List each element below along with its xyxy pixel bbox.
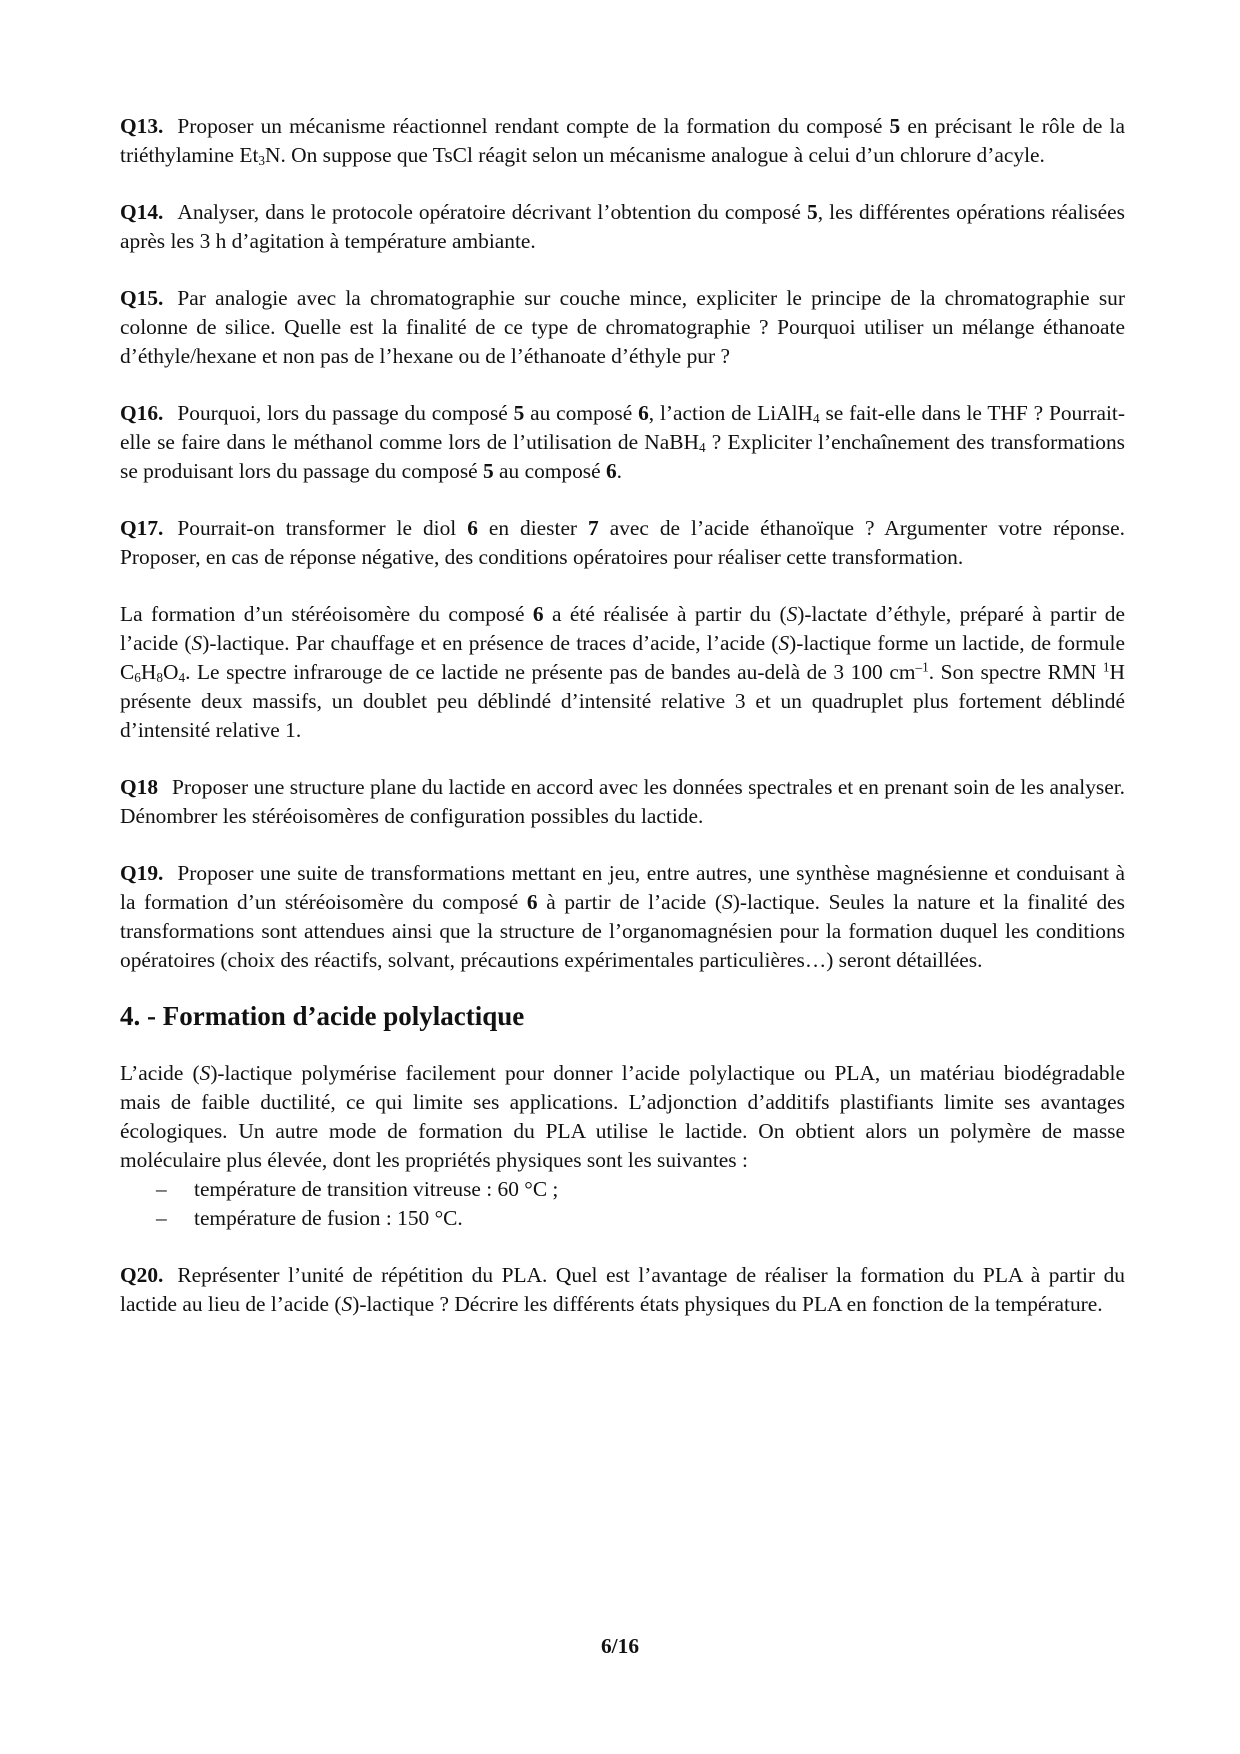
section4-intro [120,1059,1125,1233]
question-text: en diester [477,516,589,540]
list-item [120,1204,1125,1233]
question-label: Q20. [120,1263,164,1287]
question-q15 [120,284,1125,371]
question-label: Q15. [120,286,164,310]
stereo-descriptor: S [199,1061,211,1085]
question-text: Proposer une suite de transformations mettant en jeu, entre autres, une synthèse magnésienne et conduisant à la formation d’un stéréoisomère du composé [120,861,1125,914]
paragraph-text: La formation d’un stéréoisomère du composé [120,602,533,626]
stereo-descriptor: S [786,602,798,626]
question-text: Représenter l’unité de répétition du PLA. Quel est l’avantage de réaliser la formation du PLA à partir du lactide au lieu de l’acide ( [120,1263,1125,1316]
lactide-paragraph [120,600,1125,745]
section-title: 4. - Formation d’acide polylactique [120,1001,525,1031]
subscript: 3 [258,152,266,168]
stereo-descriptor: S [722,890,733,914]
compound-number: 7 [588,516,599,540]
question-label: Q16. [120,401,164,425]
question-text: à partir de l’acide ( [537,890,722,914]
question-text: en précisant le rôle de la triéthylamine Et [120,114,1125,167]
superscript: 1 [1102,659,1110,675]
question-text: . [616,459,623,483]
paragraph-text: )-lactique polymérise facilement pour donner l’acide polylactique ou PLA, un matériau biodégradable mais de faible ductilité, ce qui limite ses applications. L’adjonction d’additifs plastifiants limite ses avantages écologiques. Un autre mode de formation du PLA utilise le lactide. On obtient alors un polymère de masse moléculaire plus élevée, dont les propriétés physiques sont les suivantes : [120,1061,1125,1172]
compound-number: 5 [482,459,494,483]
question-text: Pourquoi, lors du passage du composé [177,401,514,425]
question-q18 [120,773,1125,831]
question-q14 [120,198,1125,256]
question-text: ? Expliciter l’enchaînement des transformations se produisant lors du passage du composé [120,430,1126,483]
question-text: se fait-elle dans le THF ? Pourrait-elle se faire dans le méthanol comme lors de l’utilisation de NaBH [120,401,1125,454]
paragraph-text: H [140,660,157,684]
question-text: Par analogie avec la chromatographie sur couche mince, expliciter le principe de la chromatographie sur colonne de silice. Quelle est la finalité de ce type de chromatographie ? Pourquoi utiliser un mélange éthanoate d’éthyle/hexane et non pas de l’hexane ou de l’éthanoate d’éthyle pur ? [120,286,1125,368]
paragraph-text: H présente deux massifs, un doublet peu déblindé d’intensité relative 3 et un quadruplet plus fortement déblindé d’intensité relative 1. [120,660,1125,742]
stereo-descriptor: S [778,631,790,655]
paragraph-text: )-lactique. Par chauffage et en présence de traces d’acide, l’acide ( [202,631,779,655]
stereo-descriptor: S [341,1292,353,1316]
question-text: avec de l’acide éthanoïque ? Argumenter votre réponse. Proposer, en cas de réponse négative, des conditions opératoires pour réaliser cette transformation. [120,516,1126,569]
list-item-text: température de fusion : 150 °C. [194,1206,463,1230]
question-text: au composé [493,459,606,483]
subscript: 4 [178,669,186,685]
subscript: 4 [813,410,820,426]
stereo-descriptor: S [191,631,203,655]
question-q17 [120,514,1125,572]
dash-bullet: – [156,1206,167,1230]
question-text: au composé [524,401,639,425]
question-text: )-lactique ? Décrire les différents états physiques du PLA en fonction de la température. [352,1292,1103,1316]
subscript: 4 [698,439,706,455]
compound-number: 5 [806,200,818,224]
question-text: Analyser, dans le protocole opératoire décrivant l’obtention du composé [177,200,807,224]
question-label: Q17. [120,516,164,540]
question-q16 [120,399,1125,486]
paragraph-text: . Le spectre infrarouge de ce lactide ne présente pas de bandes au-delà de 3 100 cm [185,660,916,684]
question-text: , l’action de LiAlH [648,401,813,425]
question-label: Q18 [120,775,159,799]
list-item-text: température de transition vitreuse : 60 °C ; [194,1177,559,1201]
question-label: Q19. [120,861,164,885]
compound-number: 6 [467,516,478,540]
paragraph-text: . Son spectre RMN [928,660,1103,684]
page-number: 6/16 [600,1634,640,1658]
intro-paragraph [120,1059,1125,1175]
superscript: –1 [915,659,929,675]
list-item [120,1175,1125,1204]
question-label: Q14. [120,200,164,224]
compound-number: 6 [532,602,544,626]
question-q19 [120,859,1125,975]
question-text: )-lactique. Seules la nature et la finalité des transformations sont attendues ainsi que la structure de l’organomagnésien pour la formation duquel les conditions opératoires (choix des réactifs, solvant, précautions expérimentales particulières…) seront détaillées. [120,890,1125,972]
question-text: Pourrait-on transformer le diol [177,516,468,540]
question-label: Q13. [120,114,164,138]
paragraph-text: )-lactate d’éthyle, préparé à partir de l’acide ( [120,602,1125,655]
page-content [120,112,1125,1347]
compound-number: 5 [889,114,901,138]
paragraph-text: a été réalisée à partir du ( [543,602,787,626]
question-q13 [120,112,1125,170]
subscript: 8 [156,669,163,685]
properties-list [120,1175,1125,1233]
question-text: Proposer un mécanisme réactionnel rendant compte de la formation du composé [177,114,890,138]
subscript: 6 [134,669,141,685]
compound-number: 5 [513,401,525,425]
compound-number: 6 [526,890,538,914]
compound-number: 6 [605,459,617,483]
question-q20 [120,1261,1125,1319]
dash-bullet: – [156,1177,167,1201]
question-text: , les différentes opérations réalisées après les 3 h d’agitation à température ambiante. [120,200,1125,253]
paragraph-text: L’acide ( [120,1061,200,1085]
compound-number: 6 [638,401,649,425]
question-text: N. On suppose que TsCl réagit selon un mécanisme analogue à celui d’un chlorure d’acyle. [265,143,1045,167]
paragraph-text: O [162,660,179,684]
question-text: Proposer une structure plane du lactide en accord avec les données spectrales et en prenant soin de les analyser. Dénombrer les stéréoisomères de configuration possibles du lactide. [120,775,1125,828]
paragraph-text: )-lactique forme un lactide, de formule C [120,631,1125,684]
